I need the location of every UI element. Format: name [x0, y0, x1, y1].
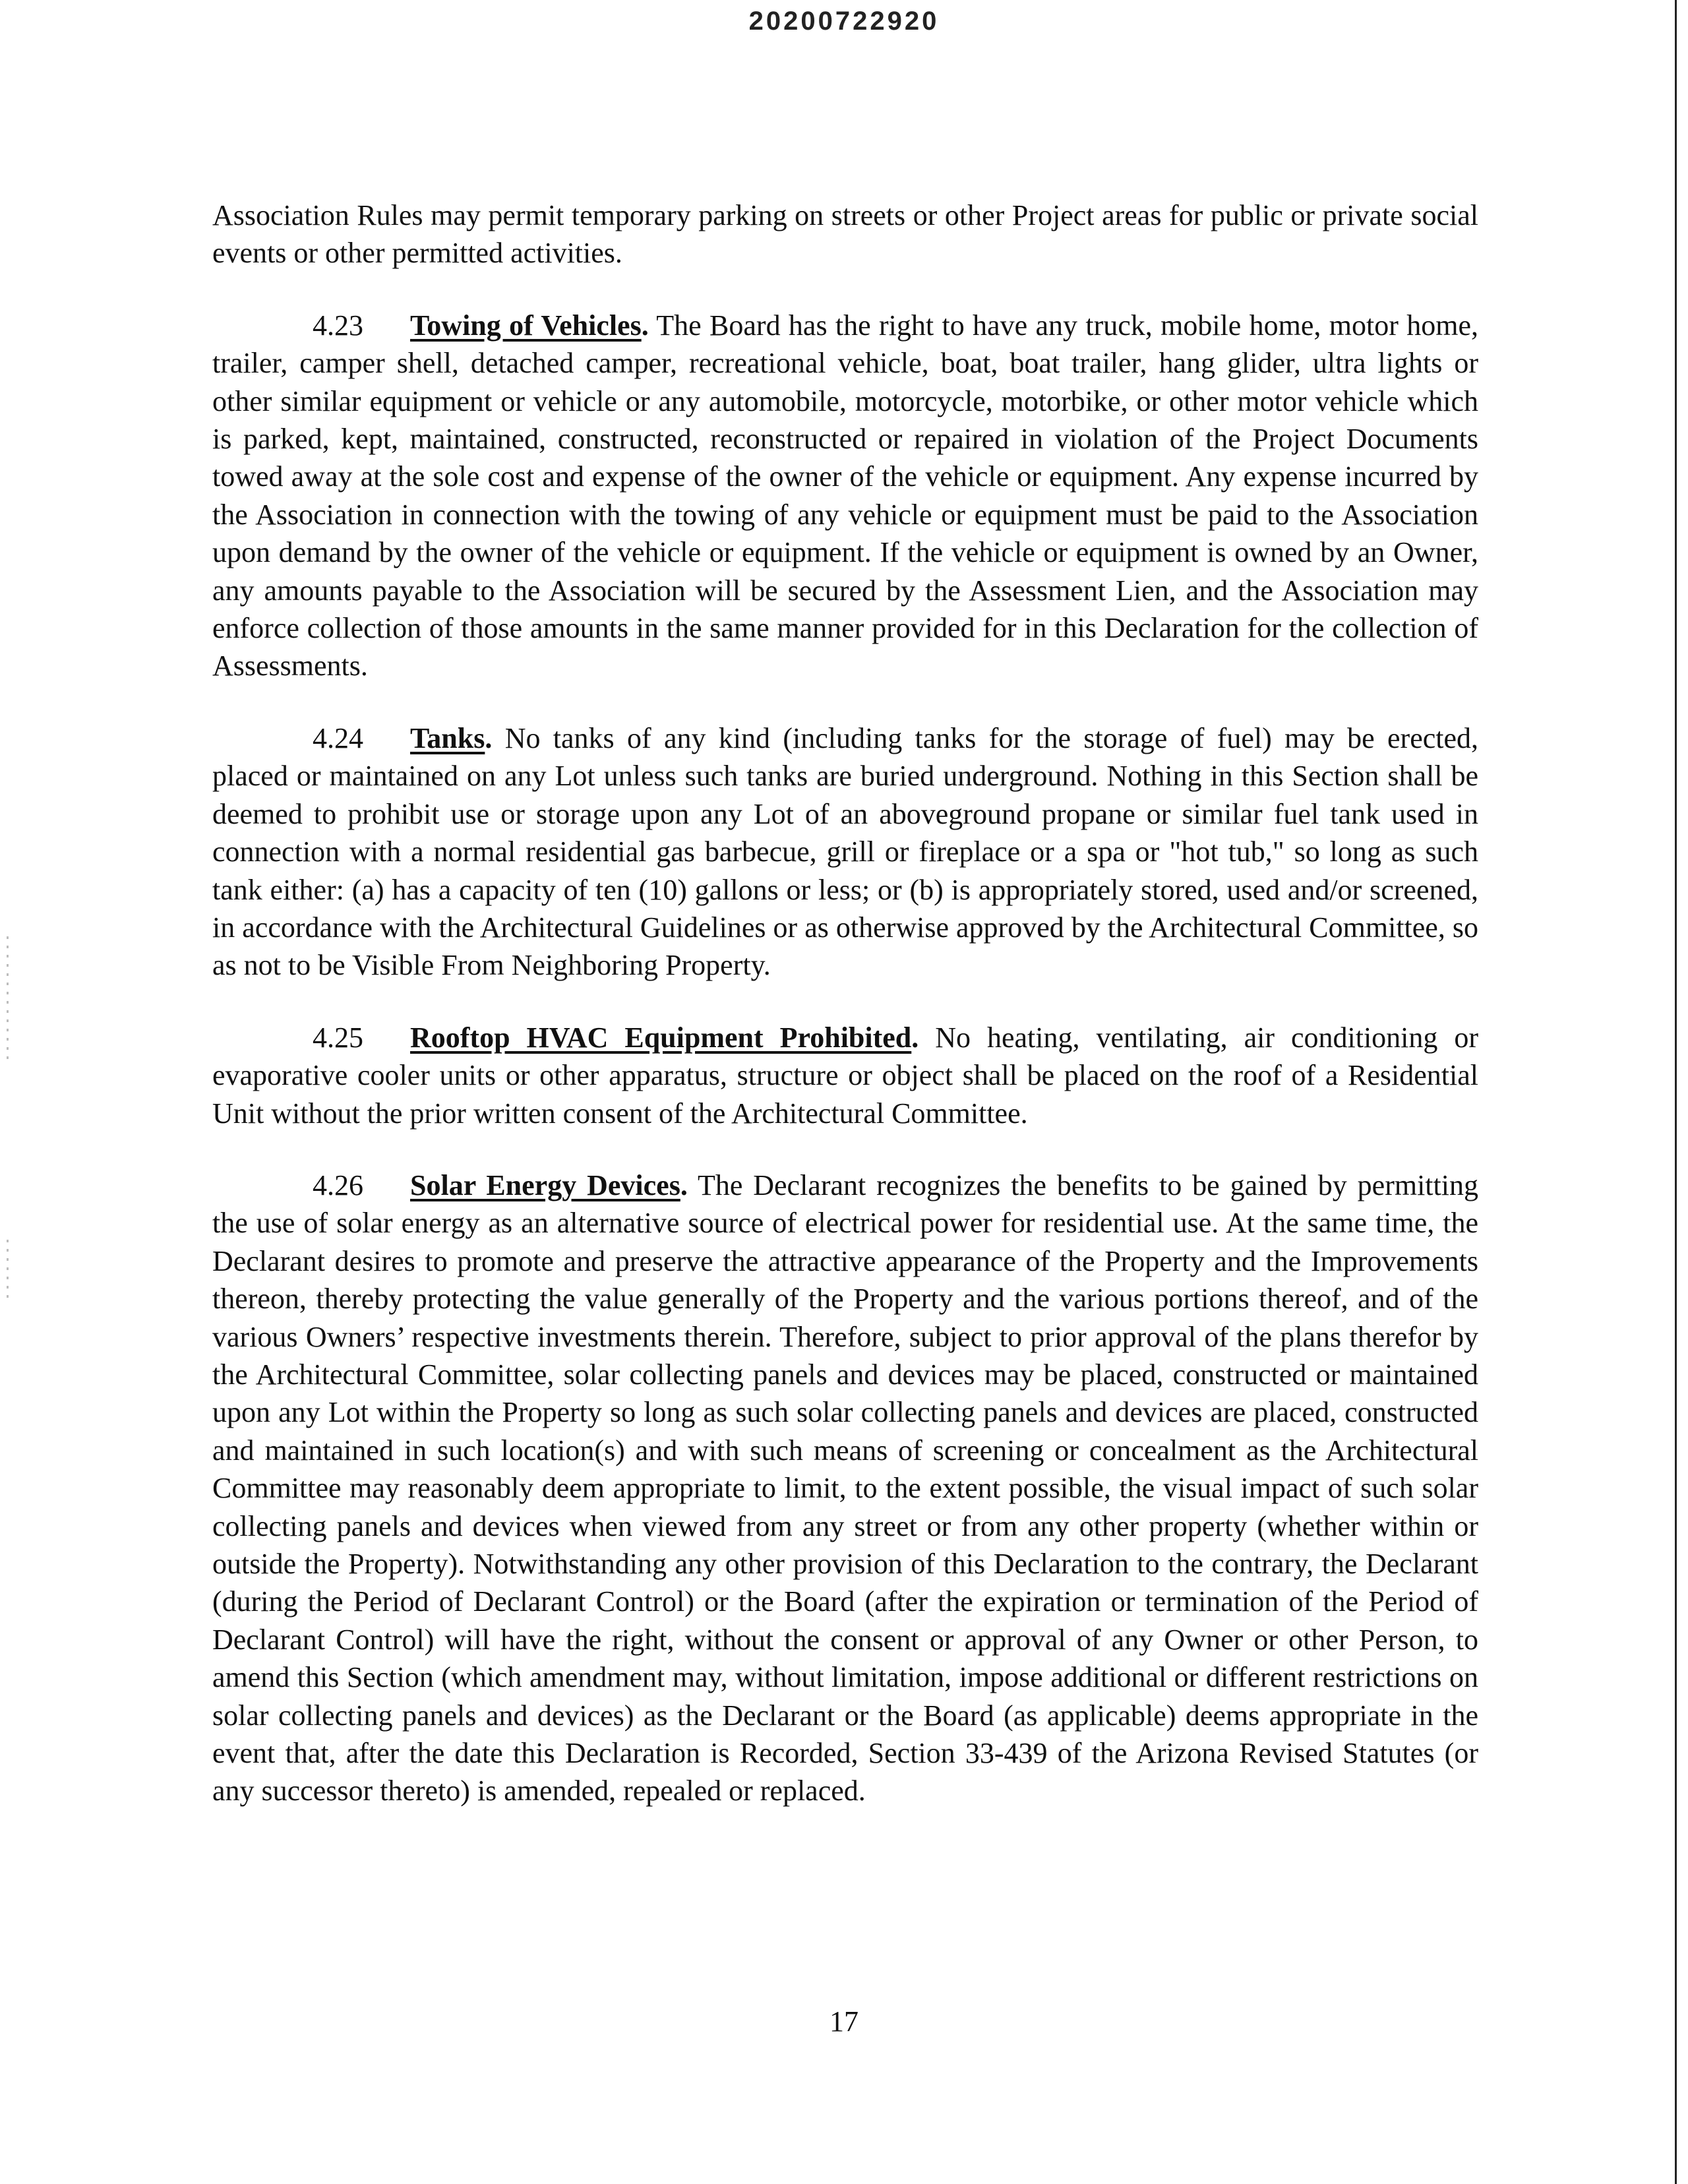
- section-body: No tanks of any kind (including tanks for the storage of fuel) may be erected, placed or maintained on any Lot unless such tanks are buried underground. Nothing in this Section shall be deemed to prohibit use or storage upon any Lot of an aboveground propane or similar fuel tank used in connection with a normal residential gas barbecue, grill or fireplace or a spa or "hot tub," so long as such tank either: (a) has a capacity of ten (10) gallons or less; or (b) is appropriately stored, used and/or screened, in accordance with the Architectural Guidelines or as otherwise approved by the Architectural Committee, so as not to be Visible From Neighboring Property.: [212, 721, 1479, 982]
- section-4-24: [212, 719, 1478, 985]
- section-number: 4.25: [313, 1021, 363, 1054]
- section-title-period: .: [680, 1168, 688, 1201]
- section-4-23: [212, 307, 1478, 685]
- right-edge-line: [1675, 0, 1677, 2184]
- section-title-period: .: [911, 1021, 919, 1054]
- section-paragraph: [212, 719, 1478, 985]
- page-number: 17: [829, 2005, 859, 2038]
- intro-paragraph: Association Rules may permit temporary parking on streets or other Project areas for public or private social events or other permitted activities.: [212, 199, 1478, 270]
- section-4-25: [212, 1019, 1478, 1132]
- section-body: The Declarant recognizes the benefits to be gained by permitting the use of solar energy as an alternative source of electrical power for residential use. At the same time, the Declarant desires to promote and preserve the attractive appearance of the Property and the Improvements thereon, thereby protecting the value generally of the Property and the various portions thereof, and of the various Owners’ respective investments therein. Therefore, subject to prior approval of the plans therefor by the Architectural Committee, solar collecting panels and devices may be placed, constructed or maintained upon any Lot within the Property so long as such solar collecting panels and devices are placed, constructed and maintained in such location(s) and with such means of screening or concealment as the Architectural Committee may reasonably deem appropriate to limit, to the extent possible, the visual impact of such solar collecting panels and devices when viewed from any street or from any other property (whether within or outside the Property). Notwithstanding any other provision of this Declaration to the contrary, the Declarant (during the Period of Declarant Control) or the Board (after the expiration or termination of the Period of Declarant Control) will have the right, without the consent or approval of any Owner or other Person, to amend this Section (which amendment may, without limitation, impose additional or different restrictions on solar collecting panels and devices) as the Declarant or the Board (as applicable) deems appropriate in the event that, after the date this Declaration is Recorded, Section 33-439 of the Arizona Revised Statutes (or any successor thereto) is amended, repealed or replaced.: [212, 1168, 1478, 1807]
- section-title: Solar Energy Devices: [410, 1168, 680, 1201]
- section-title-period: .: [641, 309, 649, 342]
- section-paragraph: [212, 1167, 1478, 1810]
- section-title: Rooftop HVAC Equipment Prohibited: [410, 1021, 912, 1054]
- section-title-period: .: [485, 721, 493, 754]
- left-edge-specks: [7, 1240, 9, 1299]
- recording-number: 20200722920: [748, 7, 940, 36]
- section-4-26: [212, 1167, 1478, 1810]
- section-number: 4.24: [313, 721, 363, 754]
- document-body: [212, 197, 1478, 1844]
- section-body: The Board has the right to have any truck, mobile home, motor home, trailer, camper shell, detached camper, recreational vehicle, boat, boat trailer, hang glider, ultra lights or other similar equipment or vehicle or any automobile, motorcycle, motorbike, or other motor vehicle which is parked, kept, maintained, constructed, reconstructed or repaired in violation of the Project Documents towed away at the sole cost and expense of the owner of the vehicle or equipment. Any expense incurred by the Association in connection with the towing of any vehicle or equipment must be paid to the Association upon demand by the owner of the vehicle or equipment. If the vehicle or equipment is owned by an Owner, any amounts payable to the Association will be secured by the Assessment Lien, and the Association may enforce collection of those amounts in the same manner provided for in this Declaration for the collection of Assessments.: [212, 309, 1478, 682]
- section-paragraph: [212, 1019, 1478, 1132]
- section-title: Tanks: [410, 721, 485, 754]
- section-number: 4.26: [313, 1168, 363, 1201]
- section-title: Towing of Vehicles: [410, 309, 642, 342]
- left-edge-specks: [7, 936, 9, 1062]
- section-number: 4.23: [313, 309, 363, 342]
- section-body: No heating, ventilating, air conditioning or evaporative cooler units or other apparatus, structure or object shall be placed on the roof of a Residential Unit without the prior written consent of the Architectural Committee.: [212, 1021, 1479, 1130]
- section-paragraph: [212, 307, 1478, 685]
